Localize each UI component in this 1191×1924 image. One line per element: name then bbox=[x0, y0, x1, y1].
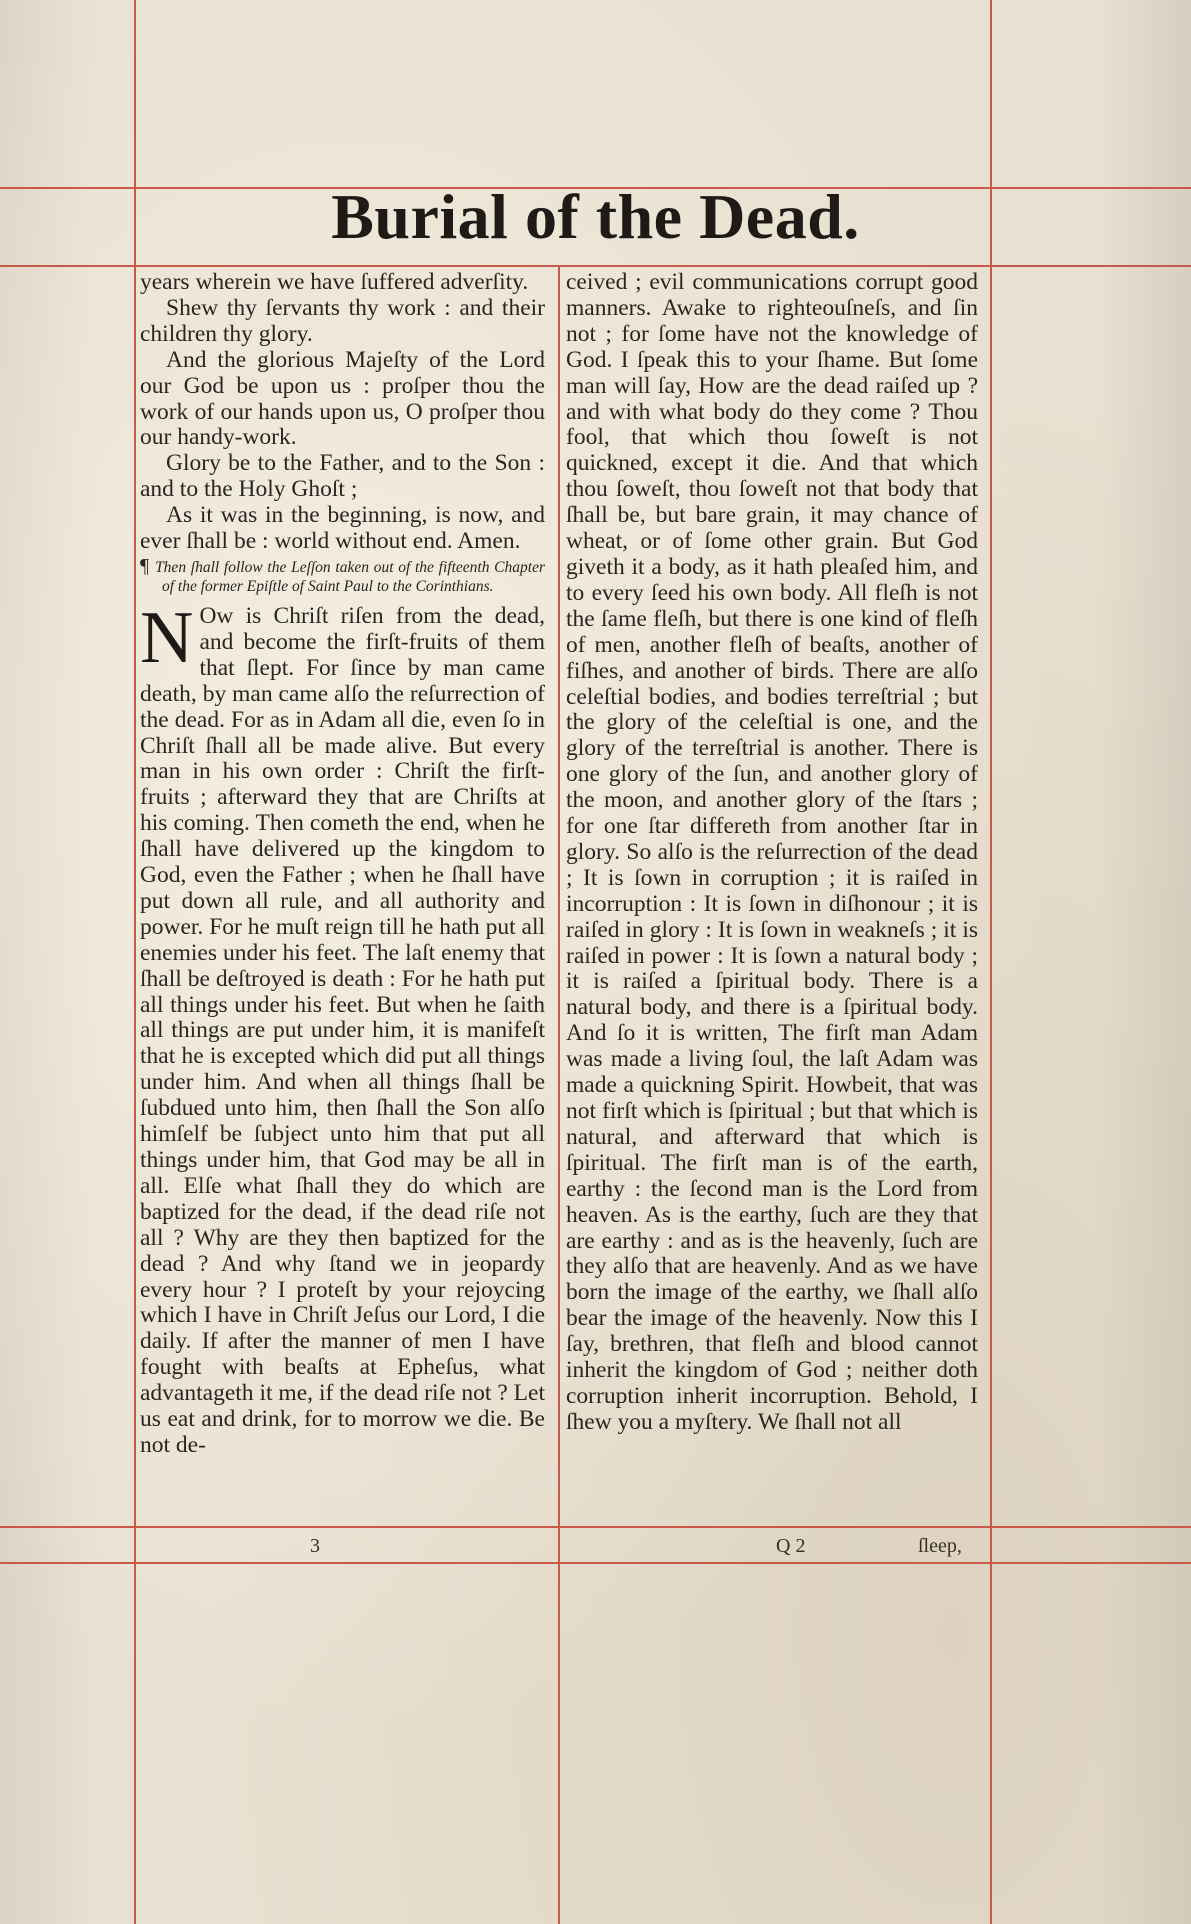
lesson-text bbox=[140, 596, 545, 1459]
drop-cap: N bbox=[140, 596, 194, 679]
rubric-text: Then ſhall follow the Leſſon taken out of the fifteenth Chapter of the former Epiſtle of Saint Paul to the Corinthians. bbox=[155, 558, 545, 595]
rule-bottom-1 bbox=[0, 1526, 1191, 1528]
rule-bottom-2 bbox=[0, 1562, 1191, 1564]
paragraph: As it was in the beginning, is now, and ever ſhall be : world without end. Amen. bbox=[140, 502, 545, 555]
paragraph: Shew thy ſervants thy work : and their children thy glory. bbox=[140, 294, 545, 347]
left-column bbox=[140, 270, 545, 1520]
rule-right bbox=[990, 0, 992, 1924]
lesson-body: Ow is Chriſt riſen from the dead, and become the firſt-fruits of them that ſlept. For ſince by man came death, by man came alſo the reſurrection of the dead. For as in Adam all die, even ſo in Chriſt ſhall all be made alive. But every man in his own order : Chriſt the firſt-fruits ; afterward they that are Chriſts at his coming. Then cometh the end, when he ſhall have delivered up the kingdom to God, even the Father ; when he ſhall have put down all rule, and all authority and power. For he muſt reign till he hath put all enemies under his feet. The laſt enemy that ſhall be deſtroyed is death : For he hath put all things under his feet. But when he ſaith all things are put under him, it is manifeſt that he is excepted which did put all things under him. And when all things ſhall be ſubdued unto him, then ſhall the Son alſo himſelf be ſubject unto him that put all things under him, that God may be all in all. Elſe what ſhall they do which are baptized for the dead, if the dead riſe not all ? Why are they then baptized for the dead ? And why ſtand we in jeopardy every hour ? I proteſt by your rejoycing which I have in Chriſt Jeſus our Lord, I die daily. If after the manner of men I have fought with beaſts at Epheſus, what advantageth it me, if the dead riſe not ? Let us eat and drink, for to morrow we die. Be not de- bbox=[140, 602, 545, 1458]
rule-center bbox=[558, 265, 560, 1924]
rule-left bbox=[134, 0, 136, 1924]
rule-top-2 bbox=[0, 265, 1191, 267]
page-title: Burial of the Dead. bbox=[331, 181, 860, 252]
paragraph: years wherein we have ſuffered adverſity. bbox=[140, 270, 529, 295]
paragraph: ceived ; evil communications corrupt good manners. Awake to righteouſneſs, and ſin not ; for ſome have not the knowledge of God. I ſpeak this to your ſhame. But ſome man will ſay, How are the dead raiſed up ? and with what body do they come ? Thou fool, that which thou ſoweſt is not quickned, except it die. And that which thou ſoweſt, thou ſoweſt not that body that ſhall be, but bare grain, it may chance of wheat, or of ſome other grain. But God giveth it a body, as it hath pleaſed him, and to every ſeed his own body. All fleſh is not the ſame fleſh, but there is one kind of fleſh of men, another fleſh of beaſts, another of fiſhes, and another of birds. There are alſo celeſtial bodies, and bodies terreſtrial ; but the glory of the celeſtial is one, and the glory of the terreſtrial is another. There is one glory of the ſun, and another glory of the moon, and another glory of the ſtars ; for one ſtar differeth from another ſtar in glory. So alſo is the reſurrection of the dead ; It is ſown in corruption ; it is raiſed in incorruption : It is ſown in diſhonour ; it is raiſed in glory : It is ſown in weakneſs ; it is raiſed in power : It is ſown a natural body ; it is raiſed a ſpiritual body. There is a natural body, and there is a ſpiritual body. And ſo it is written, The firſt man Adam was made a living ſoul, the laſt Adam was made a quickning Spirit. Howbeit, that was not firſt which is ſpiritual ; but that which is natural, and afterward that which is ſpiritual. The firſt man is of the earth, earthy : the ſecond man is the Lord from heaven. As is the earthy, ſuch are they that are earthy : and as is the heavenly, ſuch are they alſo that are heavenly. And as we have born the image of the earthy, we ſhall alſo bear the image of the heavenly. Now this I ſay, brethren, that fleſh and blood cannot inherit the kingdom of God ; neither doth corruption inherit incorruption. Behold, I ſhew you a myſtery. We ſhall not all bbox=[566, 270, 978, 1435]
pilcrow-mark: ¶ bbox=[140, 554, 150, 577]
signature-mark: Q 2 bbox=[776, 1535, 806, 1557]
rubric bbox=[140, 554, 545, 596]
paragraph: Glory be to the Father, and to the Son : and to the Holy Ghoſt ; bbox=[140, 450, 545, 503]
right-column bbox=[566, 270, 978, 1520]
page-number: 3 bbox=[310, 1535, 320, 1557]
catchword: ſleep, bbox=[918, 1535, 962, 1557]
paragraph: And the glorious Majeſty of the Lord our God be upon us : proſper thou the work of our hands upon us, O proſper thou our handy-work. bbox=[140, 346, 545, 451]
